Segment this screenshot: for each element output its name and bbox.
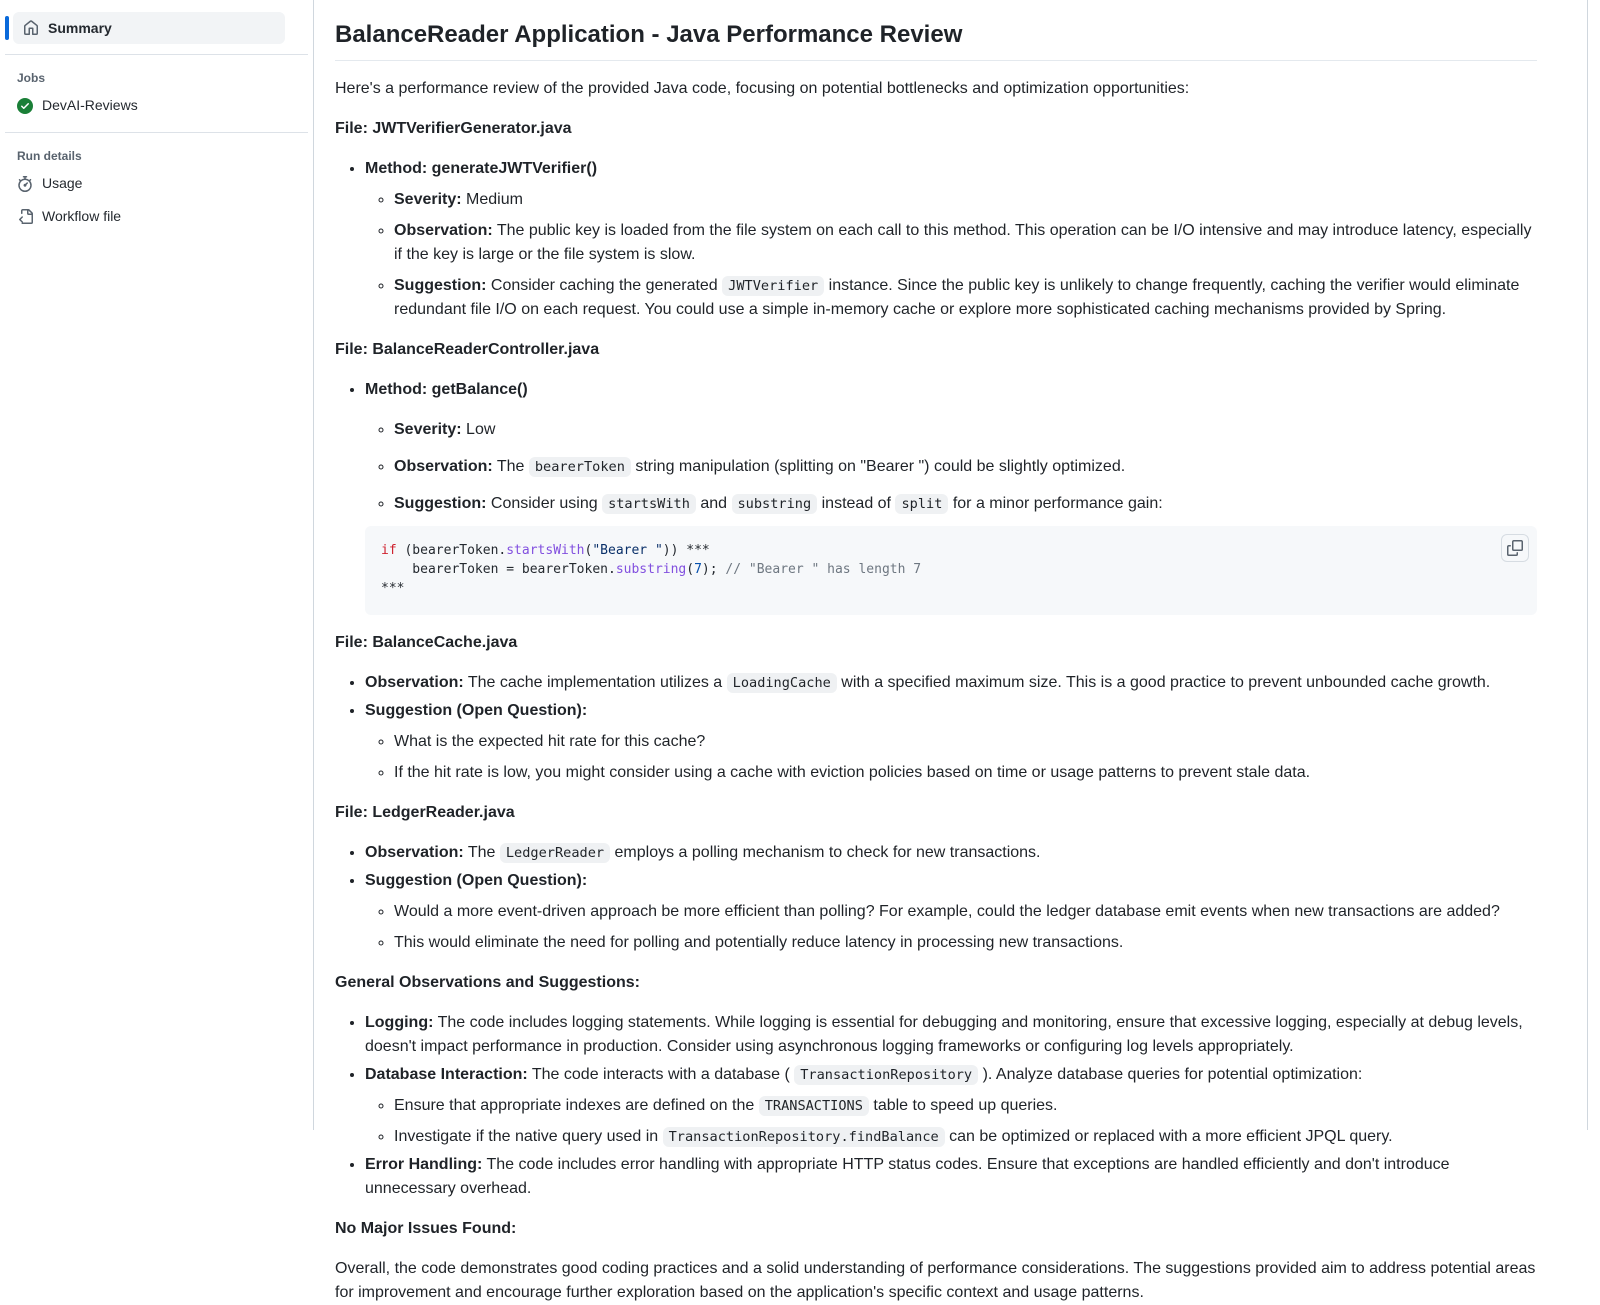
bold-label: Suggestion: xyxy=(394,277,487,294)
bold-label: Observation: xyxy=(365,673,464,691)
bold-label: File: BalanceReaderController.java xyxy=(335,341,600,358)
file-heading xyxy=(335,117,1537,141)
list-level-1 xyxy=(335,378,1537,615)
code-block xyxy=(365,526,1537,615)
bold-label: File: LedgerReader.java xyxy=(335,803,515,821)
markdown-body xyxy=(335,77,1537,1305)
bold-label: Error Handling: xyxy=(365,1155,483,1173)
list-level-2 xyxy=(365,188,1537,322)
list-item: ◦ Would a more event-driven approach be more efficient than polling? For example, could the ledger database emit events when new transactions are added? xyxy=(394,900,1537,924)
inline-code: JWTVerifier xyxy=(722,276,824,296)
list-item xyxy=(365,157,1537,322)
list-item: ◦ Ensure that appropriate indexes are defined on the TRANSACTIONS table to speed up queries. xyxy=(394,1094,1537,1118)
file-heading xyxy=(335,801,1537,825)
bold-label: Logging: xyxy=(365,1013,434,1031)
bold-label: Observation: xyxy=(394,458,493,475)
check-circle-icon xyxy=(17,98,33,114)
bold-label: Observation: xyxy=(394,222,493,239)
list-level-1 xyxy=(335,1011,1537,1201)
list-level-1 xyxy=(335,157,1537,322)
list-item: ◦ Suggestion: Consider caching the generated JWTVerifier instance. Since the public key is unlikely to change frequently, caching the verifier would eliminate redundant file I/O on each request. You could use a simple in-memory cache or explore more sophisticated caching mechanisms provided by Spring. xyxy=(394,274,1537,322)
inline-code: LedgerReader xyxy=(500,843,610,863)
bold-label: Observation: xyxy=(365,843,464,861)
file-heading xyxy=(335,631,1537,655)
list-item: ◦ If the hit rate is low, you might consider using a cache with eviction policies based on time or usage patterns to prevent stale data. xyxy=(394,761,1537,785)
sidebar-divider xyxy=(5,54,308,55)
inline-code: LoadingCache xyxy=(727,673,837,693)
sidebar-item-summary[interactable] xyxy=(13,12,285,44)
list-item: ◦ Suggestion: Consider using startsWith and substring instead of split for a minor performance gain: xyxy=(394,492,1537,516)
inline-code: TransactionRepository xyxy=(794,1065,978,1085)
list-level-1 xyxy=(335,841,1537,955)
list-item: ◦ Investigate if the native query used in TransactionRepository.findBalance can be optimized or replaced with a more efficient JPQL query. xyxy=(394,1125,1537,1149)
list-item xyxy=(365,699,1537,785)
bold-label: Database Interaction: xyxy=(365,1065,528,1083)
bold-label: Severity: xyxy=(394,191,462,208)
inline-code: startsWith xyxy=(602,494,696,514)
list-item: • Observation: The LedgerReader employs a polling mechanism to check for new transactions. xyxy=(365,841,1537,865)
list-item: • Database Interaction: The code interacts with a database ( TransactionRepository ). Analyze database queries for potential optimization: ◦ Ensure that appropriate indexes are defined on the TRANSACTIONS table to speed up queries. ◦ Investigate if the native query used in TransactionRepository.findBalance can be optimized or replaced with a more efficient JPQL query. xyxy=(365,1063,1537,1149)
copy-icon xyxy=(1507,540,1523,556)
list-item: • Logging: The code includes logging statements. While logging is essential for debugging and monitoring, ensure that excessive logging, especially at debug levels, doesn't impact performance in production. Consider using asynchronous logging frameworks or configuring log levels appropriately. xyxy=(365,1011,1537,1059)
sidebar-item-workflow-file[interactable] xyxy=(9,200,293,233)
list-item: ◦ Observation: The public key is loaded from the file system on each call to this method. This operation can be I/O intensive and may introduce latency, especially if the key is large or the file system is slow. xyxy=(394,219,1537,267)
list-item: ◦ Observation: The bearerToken string manipulation (splitting on "Bearer ") could be slightly optimized. xyxy=(394,455,1537,479)
stopwatch-icon xyxy=(17,176,33,192)
section-heading xyxy=(335,971,1537,995)
sidebar-section-jobs: Jobs xyxy=(17,71,46,85)
list-level-2 xyxy=(365,900,1537,955)
code-text: if (bearerToken.startsWith("Bearer ")) *** bearerToken = bearerToken.substring(7); // "Bearer " has length 7 *** xyxy=(381,543,922,596)
active-indicator xyxy=(5,16,9,40)
page-title: BalanceReader Application - Java Performance Review xyxy=(335,20,1537,61)
bold-label: Method: generateJWTVerifier() xyxy=(365,160,598,177)
sidebar-section-run-details: Run details xyxy=(17,149,82,163)
list-item: ◦ Severity: Medium xyxy=(394,188,1537,212)
list-level-2 xyxy=(365,730,1537,785)
closing-paragraph: Overall, the code demonstrates good coding practices and a solid understanding of performance considerations. The suggestions provided aim to address potential areas for improvement and encourage further exploration based on the application's specific context and usage patterns. xyxy=(335,1259,1536,1301)
list-item: • Error Handling: The code includes error handling with appropriate HTTP status codes. Ensure that exceptions are handled efficiently and don't introduce unnecessary overhead. xyxy=(365,1153,1537,1201)
file-code-icon xyxy=(17,209,33,225)
bold-label: File: BalanceCache.java xyxy=(335,633,518,651)
list-level-1 xyxy=(335,671,1537,785)
job-label: DevAI-Reviews xyxy=(42,97,138,113)
file-heading xyxy=(335,338,1537,362)
home-icon xyxy=(23,20,39,36)
list-item xyxy=(365,869,1537,955)
list-level-2 xyxy=(365,418,1537,516)
list-item xyxy=(365,378,1537,615)
list-level-2 xyxy=(365,1094,1537,1149)
bold-label: Severity: xyxy=(394,421,462,438)
bold-label: Suggestion (Open Question): xyxy=(365,871,588,889)
bold-label: Suggestion: xyxy=(394,495,487,512)
section-heading xyxy=(335,1217,1537,1241)
inline-code: TRANSACTIONS xyxy=(759,1096,869,1116)
bold-label: No Major Issues Found: xyxy=(335,1219,517,1237)
sidebar-item-usage[interactable] xyxy=(9,167,293,200)
list-item: ◦ This would eliminate the need for polling and potentially reduce latency in processing new transactions. xyxy=(394,931,1537,955)
inline-code: TransactionRepository.findBalance xyxy=(663,1127,945,1147)
intro-paragraph: Here's a performance review of the provided Java code, focusing on potential bottlenecks and optimization opportunities: xyxy=(335,80,1190,97)
inline-code: bearerToken xyxy=(529,457,631,477)
list-item: ◦ Severity: Low xyxy=(394,418,1537,442)
workflow-file-label: Workflow file xyxy=(42,208,122,224)
inline-code: split xyxy=(895,494,948,514)
list-item: ◦ What is the expected hit rate for this cache? xyxy=(394,730,1537,754)
bold-label: Method: getBalance() xyxy=(365,381,528,398)
bold-label: File: JWTVerifierGenerator.java xyxy=(335,120,572,137)
inline-code: substring xyxy=(732,494,818,514)
list-item: • Observation: The cache implementation utilizes a LoadingCache with a specified maximum size. This is a good practice to prevent unbounded cache growth. xyxy=(365,671,1537,695)
summary-panel xyxy=(313,0,1588,1301)
sidebar-summary-label: Summary xyxy=(48,19,112,36)
usage-label: Usage xyxy=(42,175,83,191)
bold-label: General Observations and Suggestions: xyxy=(335,973,640,991)
copy-code-button[interactable] xyxy=(1501,534,1529,562)
sidebar-divider xyxy=(5,132,308,133)
sidebar-item-devai-reviews[interactable] xyxy=(9,89,293,122)
bold-label: Suggestion (Open Question): xyxy=(365,701,588,719)
run-sidebar xyxy=(0,0,313,233)
